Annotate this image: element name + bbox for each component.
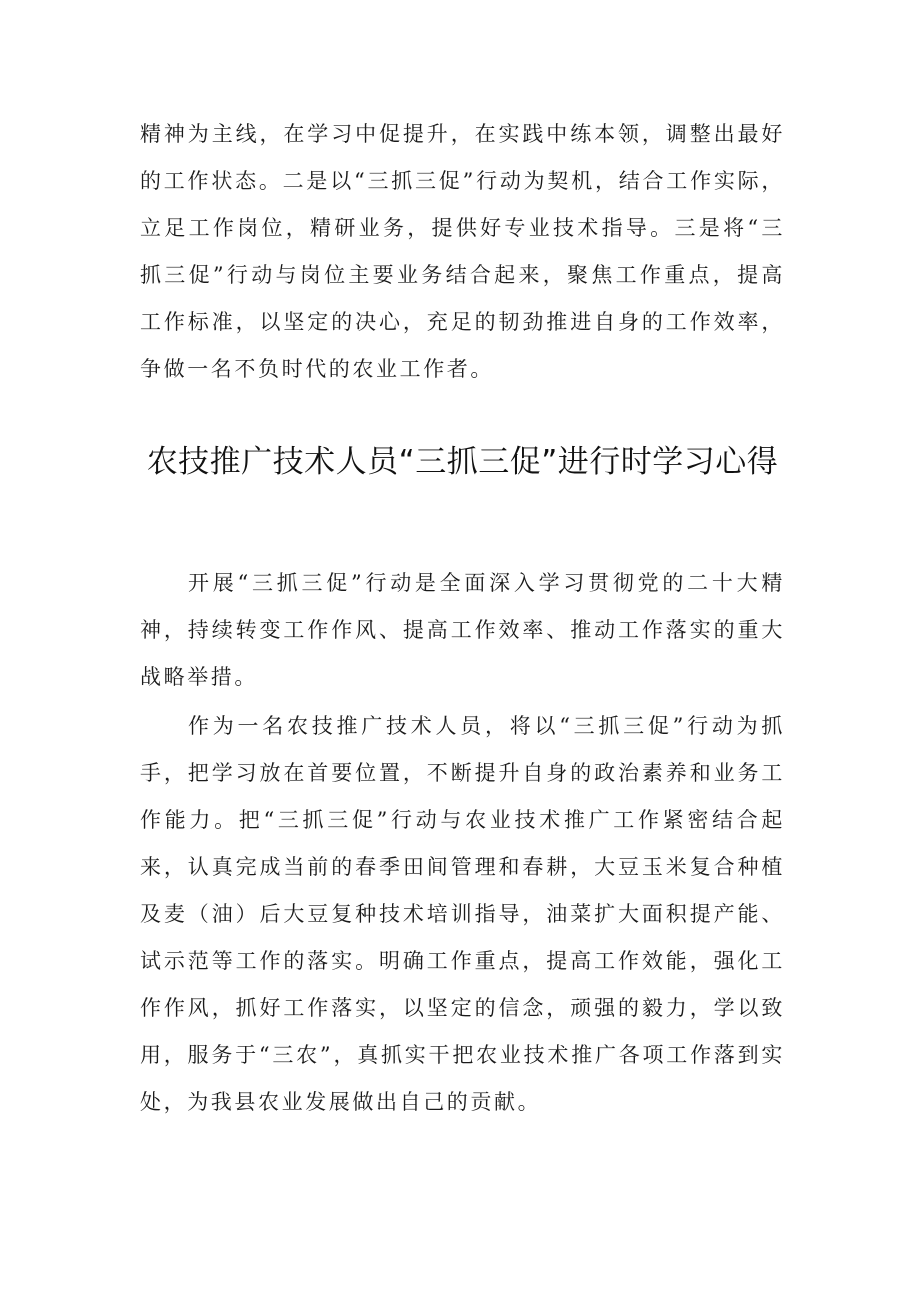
article-paragraph-1: 开展“三抓三促”行动是全面深入学习贯彻党的二十大精神，持续转变工作作风、提高工作效率、推动工作落实的重大战略举措。 — [140, 571, 785, 689]
article-paragraph-2: 作为一名农技推广技术人员，将以“三抓三促”行动为抓手，把学习放在首要位置，不断提升自身的政治素养和业务工作能力。把“三抓三促”行动与农业技术推广工作紧密结合起来，认真完成当前的春季田间管理和春耕，大豆玉米复合种植及麦（油）后大豆复种技术培训指导，油菜扩大面积提产能、试示范等工作的落实。明确工作重点，提高工作效能，强化工作作风，抓好工作落实，以坚定的信念，顽强的毅力，学以致用，服务于“三农”，真抓实干把农业技术推广各项工作落到实处，为我县农业发展做出自己的贡献。 — [140, 714, 785, 1114]
article-title: 农技推广技术人员“三抓三促”进行时学习心得 — [146, 444, 779, 480]
article-body — [140, 560, 785, 1126]
continuation-paragraph: 精神为主线，在学习中促提升，在实践中练本领，调整出最好的工作状态。二是以“三抓三促”行动为契机，结合工作实际，立足工作岗位，精研业务，提供好专业技术指导。三是将“三抓三促”行动与岗位主要业务结合起来，聚焦工作重点，提高工作标准，以坚定的决心，充足的韧劲推进自身的工作效率，争做一名不负时代的农业工作者。 — [140, 122, 785, 381]
